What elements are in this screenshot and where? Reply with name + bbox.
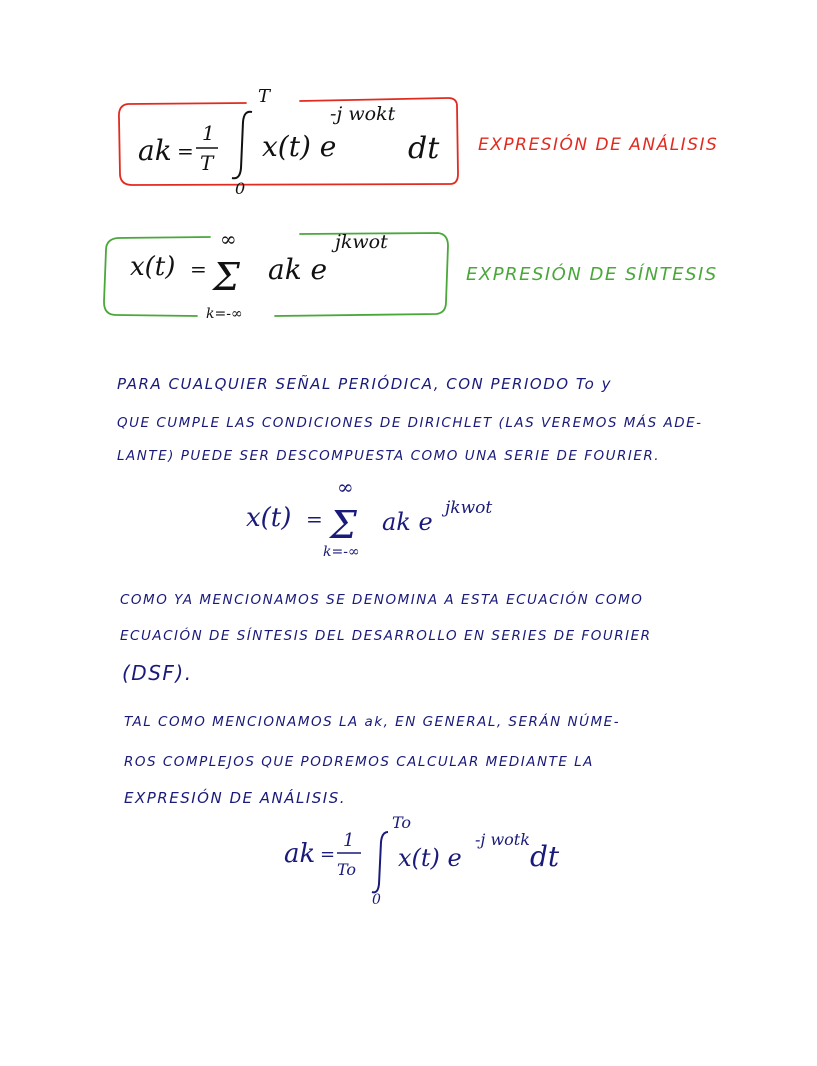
synthesis-label: EXPRESIÓN DE SÍNTESIS [466,264,718,285]
analysis-label: EXPRESIÓN DE ANÁLISIS [478,135,719,155]
synthesis-lhs: x(t) [130,252,176,282]
synthesis-term: ak e [268,253,328,286]
synthesis-exponent: jkwot [335,231,388,253]
paragraph-3-line-3: EXPRESIÓN DE ANÁLISIS. [124,789,346,807]
analysis-frac-num: 1 [202,121,215,145]
paragraph-1-line-2: QUE CUMPLE LAS CONDICIONES DE DIRICHLET (LAS VEREMOS MÁS ADE- [117,415,703,431]
synthesis-lower-limit: k=-∞ [206,306,243,322]
analysis2-dt: dt [530,840,560,873]
analysis-lower-limit: 0 [235,179,246,198]
synthesis-upper-limit: ∞ [220,227,237,251]
synthesis2-lower-limit: k=-∞ [323,544,360,560]
synthesis-sum: Σ [213,255,240,299]
synthesis-expression-block [104,227,718,322]
paragraph-1-line-1: PARA CUALQUIER SEÑAL PERIÓDICA, CON PERIODO To y [117,375,612,393]
analysis2-equals: = [320,844,336,865]
analysis2-integrand: x(t) e [398,844,462,872]
synthesis2-equals: = [306,507,323,531]
analysis-integrand: x(t) e [262,130,337,163]
paragraph-2-line-2: ECUACIÓN DE SÍNTESIS DEL DESARROLLO EN SERIES DE FOURIER [120,628,652,644]
analysis-expression-block [119,86,718,198]
paragraph-1 [117,374,703,464]
synthesis-equation-2 [246,475,492,560]
analysis-equals: = [177,139,194,163]
analysis-exponent: -j wokt [330,103,396,125]
analysis2-frac-num: 1 [343,830,355,851]
paragraph-2-line-1: COMO YA MENCIONAMOS SE DENOMINA A ESTA ECUACIÓN COMO [120,592,644,608]
analysis-integral-sign [232,112,252,179]
paragraph-2-line-3: (DSF). [122,661,193,685]
analysis2-upper-limit: To [392,813,412,832]
paragraph-3-line-2: ROS COMPLEJOS QUE PODREMOS CALCULAR MEDIANTE LA [124,754,594,770]
synthesis2-exponent: jkwot [445,498,493,518]
synthesis2-sum: Σ [330,503,357,547]
paragraph-3-line-1: TAL COMO MENCIONAMOS LA ak, EN GENERAL, SERÁN NÚME- [124,714,621,730]
synthesis2-term: ak e [382,508,433,536]
paragraph-1-line-3: LANTE) PUEDE SER DESCOMPUESTA COMO UNA SERIE DE FOURIER. [117,448,661,464]
analysis2-lhs: ak [284,839,316,869]
analysis-frac-den: T [200,151,214,175]
analysis2-lower-limit: 0 [372,892,381,908]
analysis2-exponent: -j wotk [475,830,530,849]
analysis-dt: dt [408,131,440,166]
analysis2-frac-den: To [337,860,357,879]
paragraph-3 [124,712,620,807]
synthesis2-upper-limit: ∞ [337,475,354,499]
synthesis-equals: = [190,257,207,281]
synthesis2-lhs: x(t) [246,503,292,533]
analysis2-integral-sign [372,832,388,892]
analysis-lhs: ak [138,134,172,167]
paragraph-2 [120,590,651,685]
analysis-upper-limit: T [258,86,271,107]
analysis-equation-2 [284,813,560,908]
